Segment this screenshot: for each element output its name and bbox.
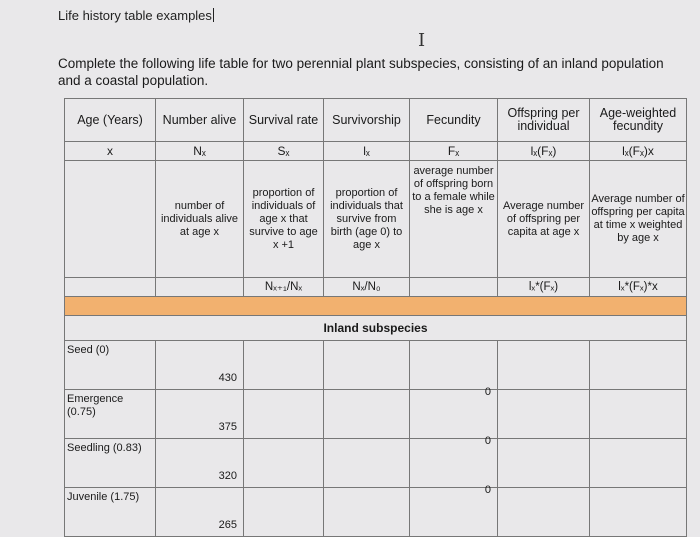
formula-age — [65, 278, 156, 297]
fecundity-cell[interactable] — [410, 390, 498, 447]
fecundity-cell[interactable] — [410, 341, 498, 398]
table-row — [65, 439, 687, 488]
desc-fecundity: average number of offspring born to a female while she is age x — [410, 161, 498, 278]
fecundity-cell[interactable] — [410, 488, 498, 537]
survival-rate-cell[interactable] — [244, 439, 324, 488]
desc-number-alive: number of individuals alive at age x — [156, 161, 244, 278]
number-alive-cell[interactable]: 265 — [156, 488, 244, 537]
survivorship-cell[interactable] — [324, 390, 410, 439]
survivorship-cell[interactable] — [324, 341, 410, 390]
table-row — [65, 488, 687, 537]
symbol-row — [65, 142, 687, 161]
title-text: Life history table examples — [58, 8, 212, 23]
orange-band — [65, 297, 687, 316]
document-title[interactable] — [58, 8, 214, 23]
subspecies-label: Inland subspecies — [65, 316, 687, 341]
stage-cell[interactable]: Juvenile (1.75) — [65, 488, 156, 537]
symbol-offspring: lₓ(Fₓ) — [498, 142, 590, 161]
symbol-age-weighted: lₓ(Fₓ)x — [590, 142, 687, 161]
age-weighted-cell[interactable] — [590, 488, 687, 537]
survival-rate-cell[interactable] — [244, 390, 324, 439]
age-weighted-cell[interactable] — [590, 341, 687, 390]
ibeam-cursor-icon: I — [418, 30, 426, 51]
survivorship-cell[interactable] — [324, 439, 410, 488]
number-alive-cell[interactable]: 430 — [156, 341, 244, 390]
life-table — [64, 98, 687, 537]
fecundity-value: 0 — [484, 386, 491, 398]
fecundity-value: 0 — [484, 435, 491, 447]
header-row — [65, 99, 687, 142]
stage-cell[interactable]: Emergence (0.75) — [65, 390, 156, 439]
desc-age-weighted: Average number of offspring per capita at time x weighted by age x — [590, 161, 687, 278]
desc-survivorship: proportion of individuals that survive from birth (age 0) to age x — [324, 161, 410, 278]
formula-survivorship: Nₓ/N₀ — [324, 278, 410, 297]
stage-cell[interactable]: Seedling (0.83) — [65, 439, 156, 488]
header-offspring-per-individual: Offspring per individual — [498, 99, 590, 142]
table-row — [65, 390, 687, 439]
header-age-weighted-fecundity: Age-weighted fecundity — [590, 99, 687, 142]
text-caret — [213, 8, 214, 22]
offspring-cell[interactable] — [498, 390, 590, 439]
survival-rate-cell[interactable] — [244, 488, 324, 537]
header-fecundity: Fecundity — [410, 99, 498, 142]
header-survival-rate: Survival rate — [244, 99, 324, 142]
formula-age-weighted: lₓ*(Fₓ)*x — [590, 278, 687, 297]
formula-number-alive — [156, 278, 244, 297]
symbol-survivorship: lₓ — [324, 142, 410, 161]
desc-offspring: Average number of offspring per capita at age x — [498, 161, 590, 278]
orange-band-row — [65, 297, 687, 316]
number-alive-cell[interactable]: 320 — [156, 439, 244, 488]
formula-fecundity — [410, 278, 498, 297]
formula-offspring: lₓ*(Fₓ) — [498, 278, 590, 297]
number-alive-cell[interactable]: 375 — [156, 390, 244, 439]
symbol-number-alive: Nₓ — [156, 142, 244, 161]
offspring-cell[interactable] — [498, 341, 590, 390]
offspring-cell[interactable] — [498, 488, 590, 537]
table-row — [65, 341, 687, 390]
age-weighted-cell[interactable] — [590, 439, 687, 488]
symbol-age: x — [65, 142, 156, 161]
fecundity-value: 0 — [484, 484, 491, 496]
formula-survival-rate: Nₓ₊₁/Nₓ — [244, 278, 324, 297]
offspring-cell[interactable] — [498, 439, 590, 488]
subspecies-row — [65, 316, 687, 341]
header-survivorship: Survivorship — [324, 99, 410, 142]
header-number-alive: Number alive — [156, 99, 244, 142]
stage-cell[interactable]: Seed (0) — [65, 341, 156, 390]
symbol-fecundity: Fₓ — [410, 142, 498, 161]
age-weighted-cell[interactable] — [590, 390, 687, 439]
desc-survival-rate: proportion of individuals of age x that survive to age x +1 — [244, 161, 324, 278]
desc-age — [65, 161, 156, 278]
formula-row — [65, 278, 687, 297]
survivorship-cell[interactable] — [324, 488, 410, 537]
symbol-survival-rate: Sₓ — [244, 142, 324, 161]
description-row — [65, 161, 687, 278]
header-age: Age (Years) — [65, 99, 156, 142]
fecundity-cell[interactable] — [410, 439, 498, 496]
survival-rate-cell[interactable] — [244, 341, 324, 390]
instructions-paragraph: Complete the following life table for two perennial plant subspecies, consisting of an inland population and a coastal population. — [58, 56, 664, 88]
